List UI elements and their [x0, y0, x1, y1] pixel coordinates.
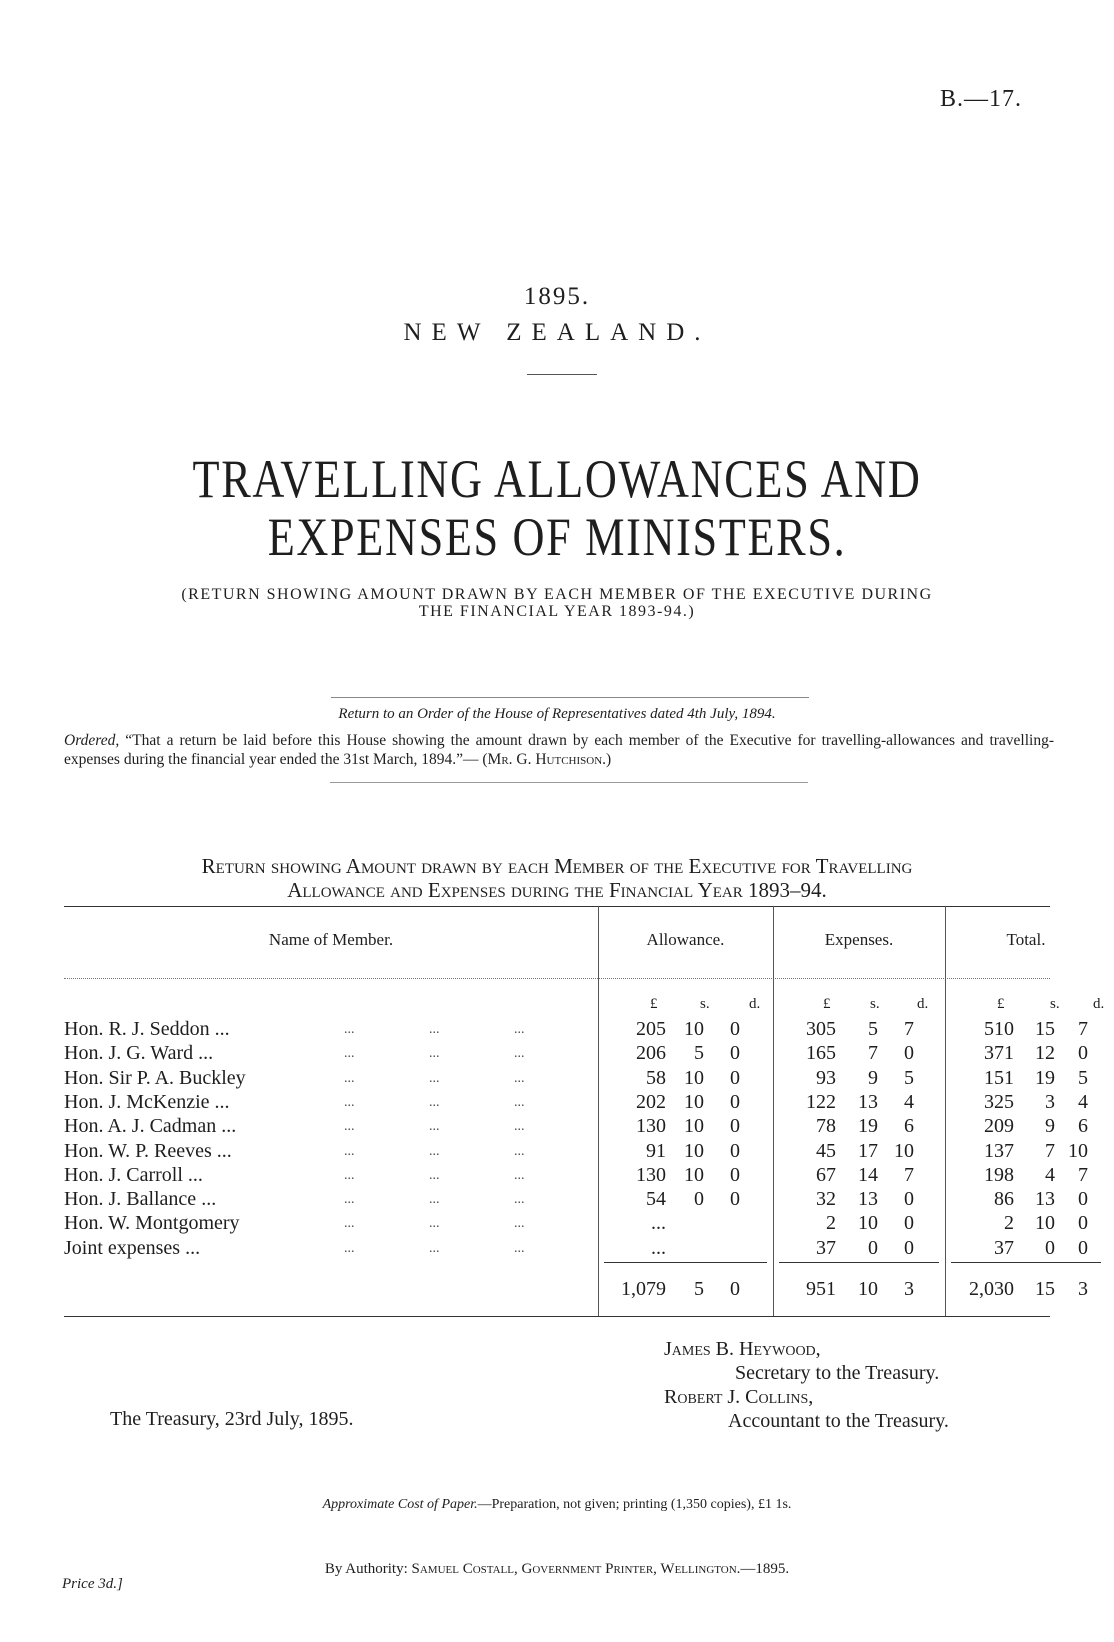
leader-dots: ...: [429, 1143, 440, 1159]
allowance-pounds: ...: [651, 1212, 666, 1235]
unit-shillings: s.: [870, 996, 880, 1012]
expenses-pence: 6: [904, 1115, 914, 1138]
table-row: [64, 1018, 1088, 1042]
total-pounds: 151: [984, 1066, 1014, 1089]
member-name: Hon. R. J. Seddon ...: [64, 1018, 230, 1040]
leader-dots: ...: [429, 1094, 440, 1110]
authority-text: Samuel Costall, Government Printer, Wellington.—1895.: [411, 1561, 790, 1577]
total-pounds: 371: [984, 1042, 1014, 1065]
allowance-pence: 0: [730, 1115, 740, 1138]
leader-dots: ...: [429, 1119, 440, 1135]
table-bottom-rule: [64, 1316, 1050, 1317]
allowance-pence: 0: [730, 1163, 740, 1186]
allowance-shillings: 10: [684, 1139, 704, 1162]
table-row: [64, 1115, 1088, 1139]
leader-dots: ...: [514, 1070, 525, 1086]
ordered-label: Ordered,: [64, 732, 120, 749]
total-shillings: 7: [1045, 1139, 1055, 1162]
leader-dots: ...: [344, 1119, 355, 1135]
unit-pence: d.: [749, 996, 761, 1012]
table-row: [64, 1042, 1088, 1066]
total-pence: 6: [1078, 1115, 1088, 1138]
allowance-pence: 0: [730, 1090, 740, 1113]
leader-dots: ...: [344, 1070, 355, 1086]
allowance-pounds: 91: [646, 1139, 666, 1162]
unit-pence: d.: [1093, 996, 1105, 1012]
order-heading: Return to an Order of the House of Representatives dated 4th July, 1894.: [338, 706, 776, 722]
total-total-shillings: 15: [1035, 1278, 1055, 1300]
year: 1895.: [523, 283, 591, 310]
total-pounds: 510: [984, 1018, 1014, 1040]
document-title: TRAVELLING ALLOWANCES AND EXPENSES OF MINISTERS.: [192, 449, 922, 567]
expenses-pence: 10: [894, 1139, 914, 1162]
member-name: Hon. W. Montgomery: [64, 1212, 240, 1235]
allowance-shillings: 10: [684, 1018, 704, 1040]
return-heading-line-2: Allowance and Expenses during the Financial Year 1893–94.: [287, 878, 827, 902]
total-pence: 4: [1078, 1090, 1088, 1113]
member-name: Hon. J. Ballance ...: [64, 1188, 217, 1211]
total-allowance-pence: 0: [730, 1278, 740, 1300]
expenses-pounds: 67: [816, 1163, 836, 1186]
signatory-name-2: Robert J. Collins,: [664, 1386, 814, 1408]
table-row: [64, 1163, 1088, 1188]
allowance-shillings: 10: [684, 1066, 704, 1089]
leader-dots: ...: [344, 1240, 355, 1256]
expenses-pence: 0: [904, 1212, 914, 1235]
signatory-role-1: Secretary to the Treasury.: [735, 1362, 940, 1384]
expenses-pence: 7: [904, 1163, 914, 1186]
order-mover: (Mr. G. Hutchison.): [482, 751, 612, 768]
column-header-name: Name of Member.: [268, 930, 394, 949]
divider: [330, 782, 808, 783]
member-name: Hon. Sir P. A. Buckley: [64, 1066, 246, 1089]
total-shillings: 10: [1035, 1212, 1055, 1235]
document-subtitle: [60, 586, 1054, 620]
cost-text: —Preparation, not given; printing (1,350 copies), £1 1s.: [477, 1497, 792, 1512]
allowance-pounds: 54: [646, 1188, 666, 1211]
place-date: The Treasury, 23rd July, 1895.: [110, 1408, 354, 1430]
total-rule: [779, 1262, 939, 1263]
unit-pounds: £: [650, 996, 658, 1012]
return-heading-line-1: Return showing Amount drawn by each Member of the Executive for Travelling: [201, 854, 913, 878]
column-header-total: Total.: [1006, 930, 1046, 949]
allowance-shillings: 5: [694, 1042, 704, 1065]
total-expenses-shillings: 10: [858, 1278, 878, 1300]
allowance-pence: 0: [730, 1042, 740, 1065]
leader-dots: ...: [514, 1167, 525, 1183]
member-name: Joint expenses ...: [64, 1236, 201, 1259]
expenses-pounds: 305: [806, 1018, 836, 1040]
expenses-shillings: 5: [868, 1018, 878, 1040]
expenses-pounds: 45: [816, 1139, 836, 1162]
total-shillings: 0: [1045, 1236, 1055, 1259]
total-pence: 0: [1078, 1212, 1088, 1235]
unit-shillings: s.: [700, 996, 710, 1012]
divider: [331, 697, 809, 698]
leader-dots: ...: [429, 1192, 440, 1208]
total-pence: 0: [1078, 1042, 1088, 1065]
total-pounds: 325: [984, 1090, 1014, 1113]
leader-dots: ...: [429, 1167, 440, 1183]
leader-dots: ...: [344, 1192, 355, 1208]
expenses-shillings: 0: [868, 1236, 878, 1259]
total-pence: 7: [1078, 1018, 1088, 1040]
allowance-pounds: 205: [636, 1018, 666, 1040]
total-pence: 0: [1078, 1188, 1088, 1211]
allowance-shillings: 10: [684, 1115, 704, 1138]
leader-dots: ...: [344, 1216, 355, 1232]
expenses-pounds: 165: [806, 1042, 836, 1065]
member-name: Hon. A. J. Cadman ...: [64, 1115, 237, 1138]
total-shillings: 12: [1035, 1042, 1055, 1065]
total-shillings: 19: [1035, 1066, 1055, 1089]
signatory-name-1: James B. Heywood,: [664, 1338, 821, 1360]
divider: [527, 374, 597, 375]
table-row: [64, 1188, 1088, 1212]
total-pounds: 198: [984, 1163, 1014, 1186]
allowance-pounds: 206: [636, 1042, 666, 1065]
expenses-pounds: 93: [816, 1066, 836, 1089]
order-text: [64, 731, 1054, 769]
expenses-pence: 0: [904, 1042, 914, 1065]
allowance-pounds: ...: [651, 1236, 666, 1259]
total-total-pence: 3: [1078, 1278, 1088, 1300]
expenses-shillings: 7: [868, 1042, 878, 1065]
price: Price 3d.]: [62, 1576, 123, 1592]
total-rule: [951, 1262, 1101, 1263]
order-body: “That a return be laid before this House showing the amount drawn by each member of the Executive for travelling-allowances and travelling-expenses during the financial year ended the 31st March, 1894.”—: [64, 732, 1054, 768]
allowance-pence: 0: [730, 1018, 740, 1040]
total-pounds: 37: [994, 1236, 1014, 1259]
country: NEW ZEALAND.: [403, 319, 711, 346]
allowance-pence: 0: [730, 1066, 740, 1089]
expenses-pence: 5: [904, 1066, 914, 1089]
authority-line: [0, 1561, 1114, 1578]
unit-pence: d.: [917, 996, 929, 1012]
allowance-pence: 0: [730, 1188, 740, 1211]
total-pence: 7: [1078, 1163, 1088, 1186]
total-expenses-pounds: 951: [806, 1278, 836, 1300]
total-pence: 10: [1068, 1139, 1088, 1162]
allowance-shillings: 10: [684, 1090, 704, 1113]
return-heading: [60, 854, 1054, 902]
expenses-pounds: 37: [816, 1236, 836, 1259]
total-pence: 0: [1078, 1236, 1088, 1259]
total-shillings: 13: [1035, 1188, 1055, 1211]
expenses-shillings: 17: [858, 1139, 878, 1162]
expenses-shillings: 9: [868, 1066, 878, 1089]
document-reference: B.—17.: [940, 86, 1023, 112]
cost-label: Approximate Cost of Paper.: [322, 1497, 478, 1512]
leader-dots: ...: [514, 1143, 525, 1159]
leader-dots: ...: [514, 1119, 525, 1135]
expenses-pence: 7: [904, 1018, 914, 1040]
expenses-shillings: 19: [858, 1115, 878, 1138]
totals-row: [64, 1278, 1088, 1302]
total-pounds: 2: [1004, 1212, 1014, 1235]
total-total-pounds: 2,030: [969, 1278, 1014, 1300]
expenses-pence: 4: [904, 1090, 914, 1113]
total-shillings: 3: [1045, 1090, 1055, 1113]
total-shillings: 9: [1045, 1115, 1055, 1138]
expenses-pence: 0: [904, 1236, 914, 1259]
total-shillings: 15: [1035, 1018, 1055, 1040]
member-name: Hon. J. McKenzie ...: [64, 1090, 230, 1113]
total-allowance-pounds: 1,079: [621, 1278, 666, 1300]
unit-pounds: £: [823, 996, 831, 1012]
column-header-expenses: Expenses.: [824, 930, 894, 949]
member-name: Hon. W. P. Reeves ...: [64, 1139, 232, 1162]
table-row: [64, 1236, 1088, 1261]
leader-dots: ...: [514, 1022, 525, 1037]
leader-dots: ...: [429, 1046, 440, 1062]
leader-dots: ...: [429, 1216, 440, 1232]
leader-dots: ...: [344, 1143, 355, 1159]
leader-dots: ...: [514, 1216, 525, 1232]
table-header-rule: [64, 978, 1050, 979]
expenses-pounds: 78: [816, 1115, 836, 1138]
authority-prefix: By Authority:: [324, 1561, 408, 1577]
leader-dots: ...: [344, 1046, 355, 1062]
expenses-shillings: 10: [858, 1212, 878, 1235]
leader-dots: ...: [344, 1094, 355, 1110]
total-allowance-shillings: 5: [694, 1278, 704, 1300]
allowance-pounds: 202: [636, 1090, 666, 1113]
table-row: [64, 1066, 1088, 1091]
leader-dots: ...: [514, 1046, 525, 1062]
table-row: [64, 1090, 1088, 1115]
allowance-pence: 0: [730, 1139, 740, 1162]
expenses-shillings: 13: [858, 1090, 878, 1113]
leader-dots: ...: [429, 1240, 440, 1256]
allowance-pounds: 130: [636, 1115, 666, 1138]
expenses-shillings: 14: [858, 1163, 878, 1186]
allowance-shillings: 10: [684, 1163, 704, 1186]
leader-dots: ...: [514, 1240, 525, 1256]
subtitle-line-2: THE FINANCIAL YEAR 1893-94.): [418, 603, 696, 620]
leader-dots: ...: [429, 1070, 440, 1086]
expenses-pounds: 122: [806, 1090, 836, 1113]
table-row: [64, 1139, 1088, 1164]
member-name: Hon. J. Carroll ...: [64, 1163, 203, 1186]
expenses-pounds: 32: [816, 1188, 836, 1211]
cost-note: [0, 1497, 1114, 1513]
unit-shillings: s.: [1050, 996, 1060, 1012]
leader-dots: ...: [344, 1167, 355, 1183]
total-pence: 5: [1078, 1066, 1088, 1089]
leader-dots: ...: [344, 1022, 355, 1037]
table-row: [64, 1212, 1088, 1236]
signatory-role-2: Accountant to the Treasury.: [728, 1410, 949, 1432]
unit-pounds: £: [997, 996, 1005, 1012]
allowance-shillings: 0: [694, 1188, 704, 1211]
allowance-pounds: 130: [636, 1163, 666, 1186]
leader-dots: ...: [514, 1094, 525, 1110]
total-expenses-pence: 3: [904, 1278, 914, 1300]
allowance-pounds: 58: [646, 1066, 666, 1089]
total-pounds: 86: [994, 1188, 1014, 1211]
column-header-allowance: Allowance.: [646, 930, 725, 949]
table-top-rule: [64, 906, 1050, 907]
expenses-shillings: 13: [858, 1188, 878, 1211]
member-name: Hon. J. G. Ward ...: [64, 1042, 214, 1065]
subtitle-line-1: (RETURN SHOWING AMOUNT DRAWN BY EACH MEMBER OF THE EXECUTIVE DURING: [181, 586, 933, 603]
expenses-pence: 0: [904, 1188, 914, 1211]
leader-dots: ...: [429, 1022, 440, 1037]
total-pounds: 209: [984, 1115, 1014, 1138]
total-rule: [604, 1262, 767, 1263]
total-pounds: 137: [984, 1139, 1014, 1162]
leader-dots: ...: [514, 1192, 525, 1208]
expenses-pounds: 2: [826, 1212, 836, 1235]
total-shillings: 4: [1045, 1163, 1055, 1186]
